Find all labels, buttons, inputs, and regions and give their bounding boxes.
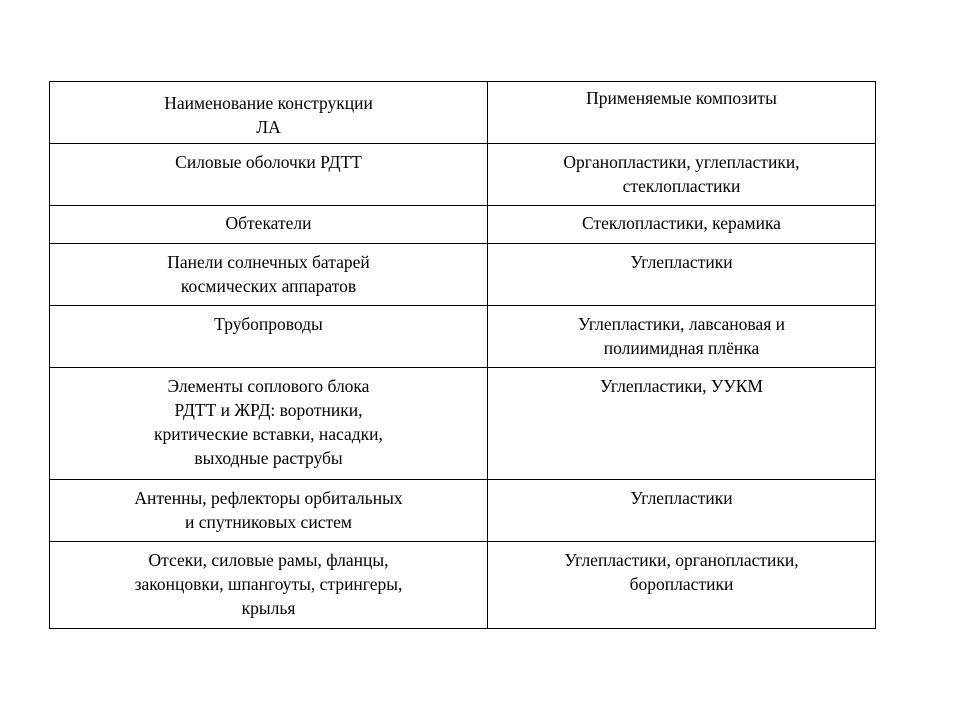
cell-structure: Антенны, рефлекторы орбитальных и спутниковых систем [50,480,488,542]
header-structure-name: Наименование конструкции ЛА [50,82,488,144]
cell-composites: Углепластики [488,480,876,542]
table-row [50,542,876,629]
cell-composites: Углепластики, УУКМ [488,368,876,480]
table-row [50,306,876,368]
cell-structure: Силовые оболочки РДТТ [50,144,488,206]
cell-structure: Обтекатели [50,206,488,244]
header-composites: Применяемые композиты [488,82,876,144]
table-row [50,144,876,206]
cell-composites: Стеклопластики, керамика [488,206,876,244]
cell-composites: Углепластики [488,244,876,306]
cell-structure: Панели солнечных батарей космических аппаратов [50,244,488,306]
table-row [50,480,876,542]
cell-composites: Углепластики, органопластики, боропластики [488,542,876,629]
cell-composites: Углепластики, лавсановая и полиимидная плёнка [488,306,876,368]
composites-table [49,81,876,629]
cell-composites: Органопластики, углепластики, стеклопластики [488,144,876,206]
table-row [50,206,876,244]
cell-structure: Отсеки, силовые рамы, фланцы, законцовки, шпангоуты, стрингеры, крылья [50,542,488,629]
cell-structure: Элементы соплового блока РДТТ и ЖРД: воротники, критические вставки, насадки, выходные раструбы [50,368,488,480]
cell-structure: Трубопроводы [50,306,488,368]
table-row [50,244,876,306]
table-header-row [50,82,876,144]
table-row [50,368,876,480]
